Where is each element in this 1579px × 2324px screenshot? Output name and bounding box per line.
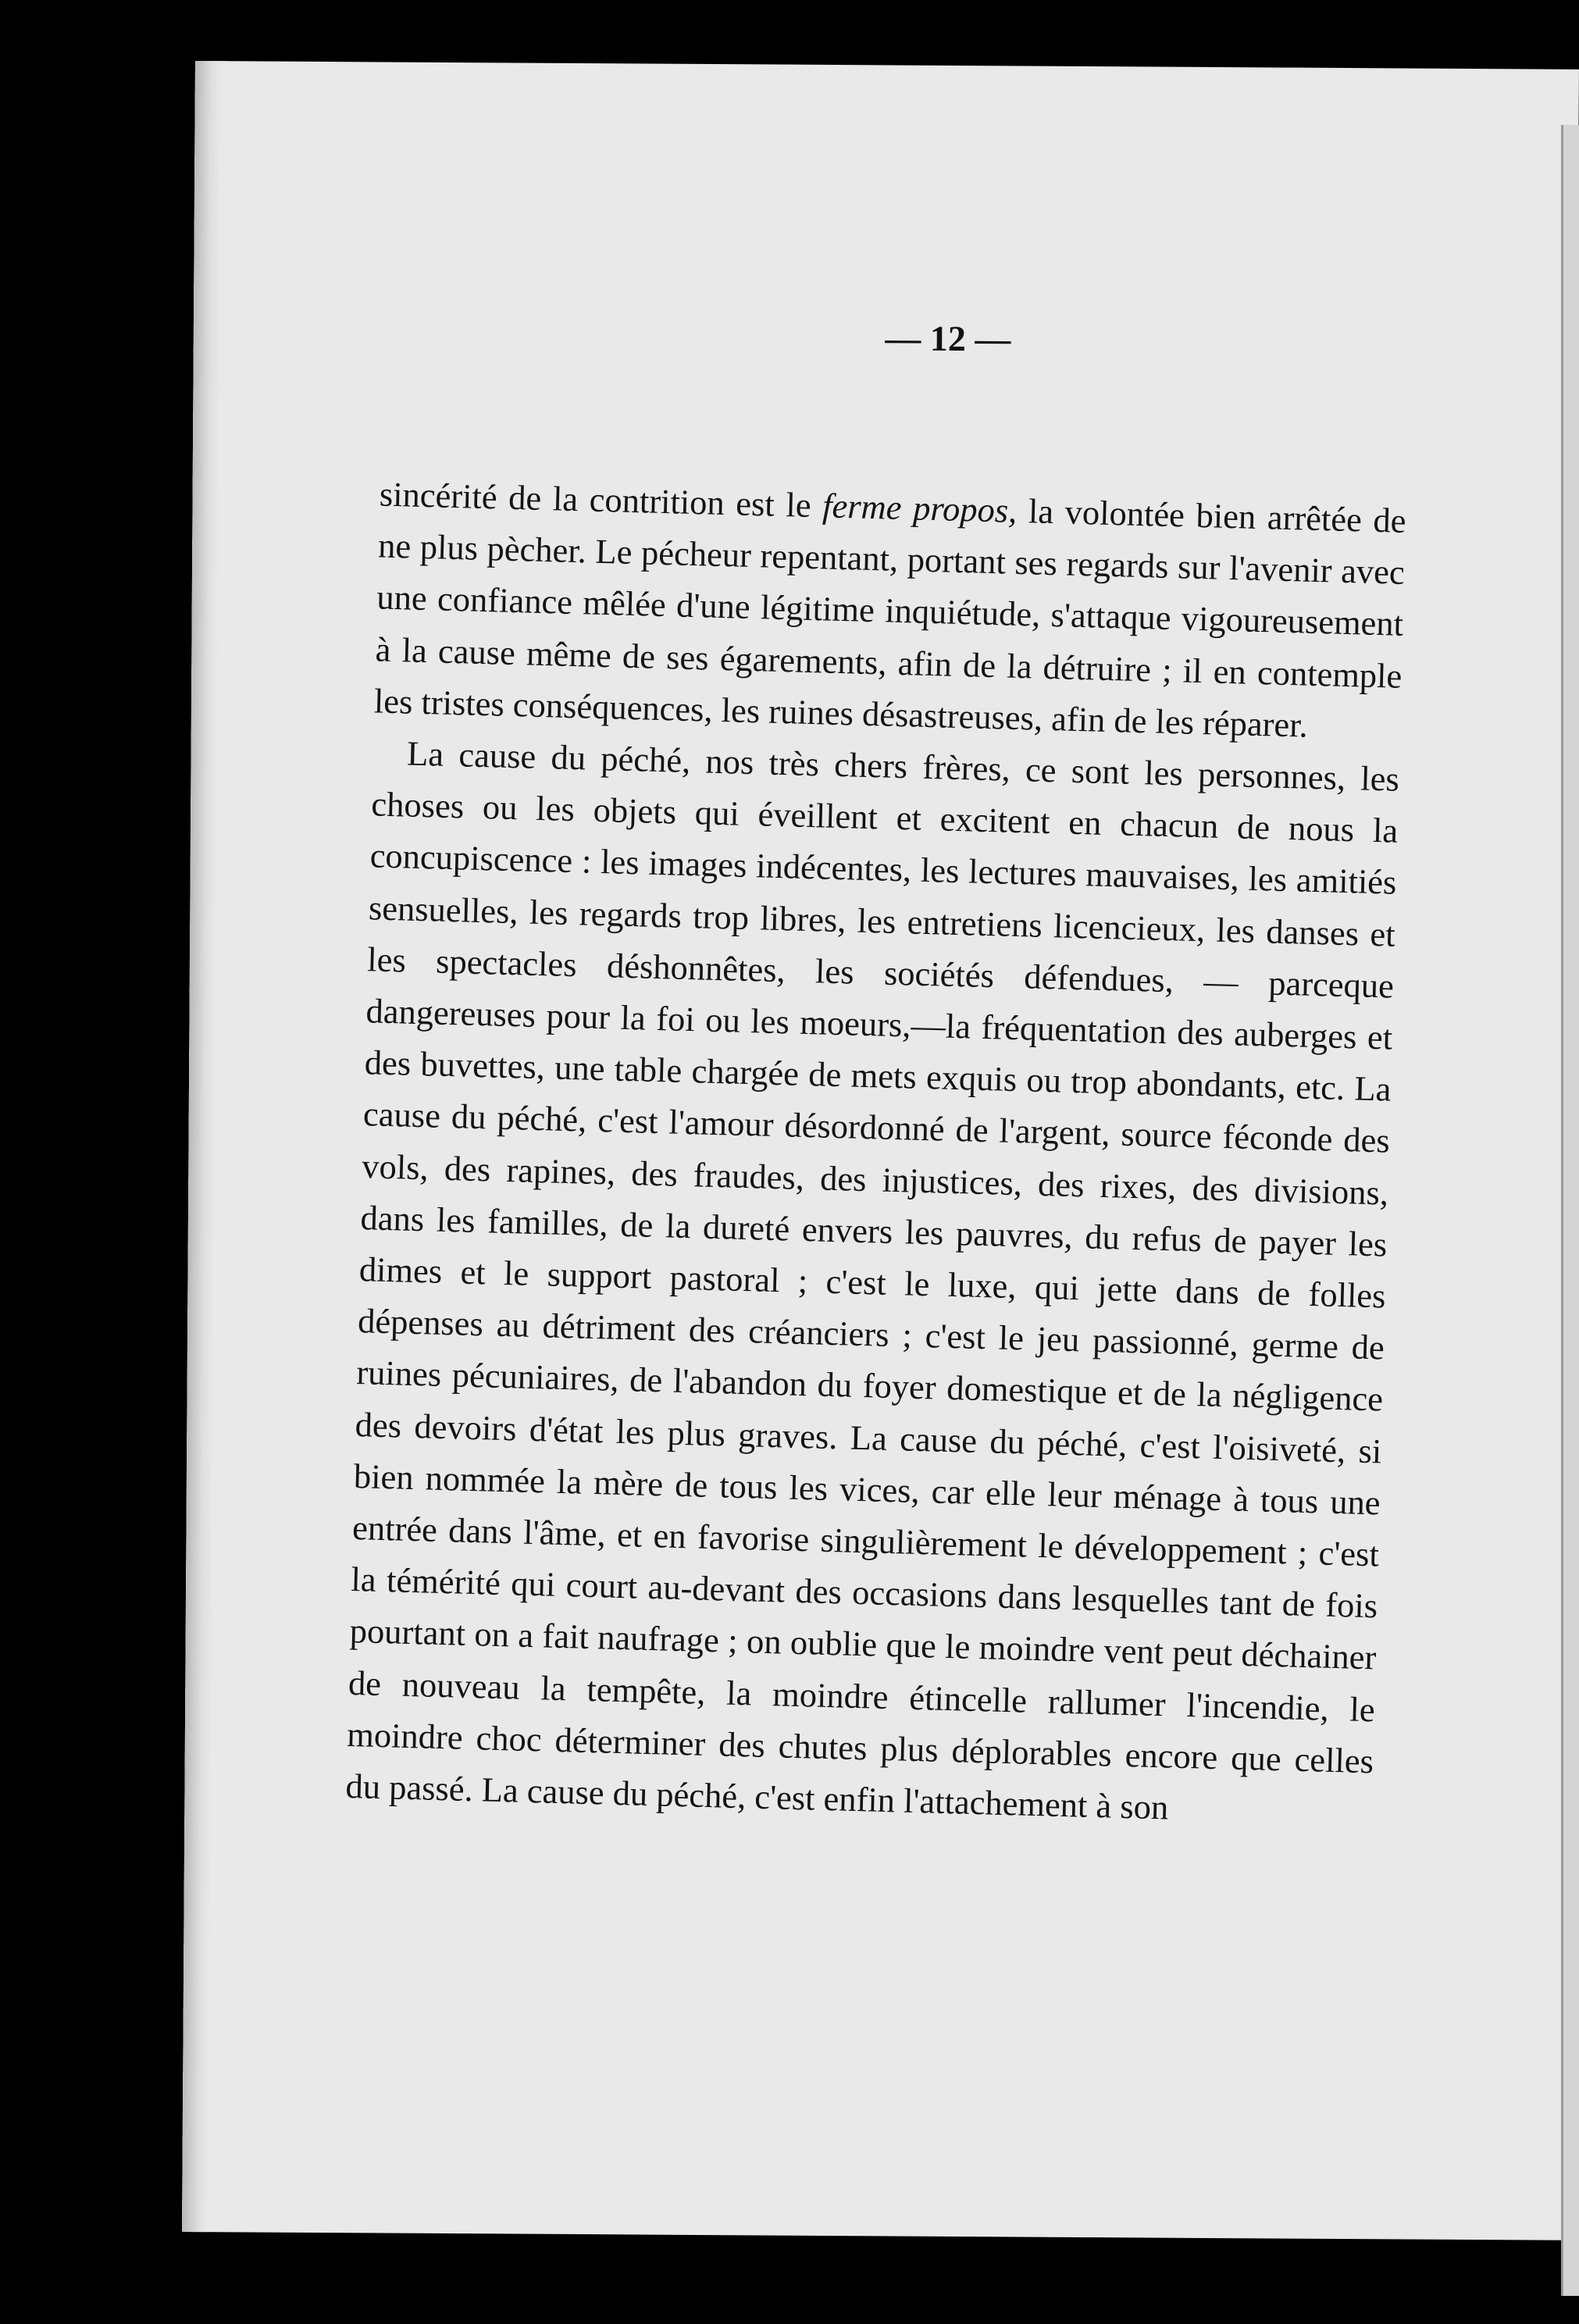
paragraph-cause-of-sin: La cause du péché, nos très chers frères, ce sont les personnes, les choses ou les objets qui éveillent et excitent en chacun de nous la concupiscence : les images indécentes, les lectures mauvaises, les amitiés sensuelles, les regards trop libres, les entretiens licencieux, les danses et les spectacles déshonnêtes, les sociétés défendues, — parceque dangereuses pour la foi ou les moeurs,—la fréquentation des auberges et des buvettes, une table chargée de mets exquis ou trop abondants, etc. La cause du péché, c'est l'amour désordonné de l'argent, source féconde des vols, des rapines, des fraudes, des injustices, des rixes, des divisions, dans les familles, de la dureté envers les pauvres, du refus de payer les dimes et le support pastoral ; c'est le luxe, qui jette dans de folles dépenses au détriment des créanciers ; c'est le jeu passionné, germe de ruines pécuniaires, de l'abandon du foyer domestique et de la négligence des devoirs d'état les plus graves. La cause du péché, c'est l'oisiveté, si bien nommée la mère de tous les vices, car elle leur ménage à tous une entrée dans l'âme, et en favorise singulièrement le développement ; c'est la témérité qui court au-devant des occasions dans lesquelles tant de fois pourtant on a fait naufrage ; on oublie que le moindre vent peut déchainer de nouveau la tempête, la moindre étincelle rallumer l'incendie, le moindre choc déterminer des chutes plus déplorables encore que celles du passé. La cause du péché, c'est enfin l'attachement à son <box>344 733 1400 1827</box>
page-spine-shadow <box>182 61 222 2232</box>
paragraph-continuation <box>373 468 1406 753</box>
paragraph-1-text-start: sincérité de la contrition est le <box>379 474 823 526</box>
paragraph-1-italic-phrase: ferme propos, <box>822 486 1018 530</box>
body-text <box>345 468 1407 1838</box>
adjacent-page-edge <box>1561 125 1579 2296</box>
page-number: — 12 — <box>885 318 1011 359</box>
scanned-page <box>182 61 1579 2240</box>
paragraph-1-text-end: la volontée bien arrêtée de ne plus pècher. Le pécheur repentant, portant ses regards sur l'avenir avec une confiance mêlée d'une légitime inquiétude, s'attaque vigoureusement à la cause même de ses égarements, afin de la détruire ; il en contemple les tristes conséquences, les ruines désastreuses, afin de les réparer. <box>373 490 1407 745</box>
